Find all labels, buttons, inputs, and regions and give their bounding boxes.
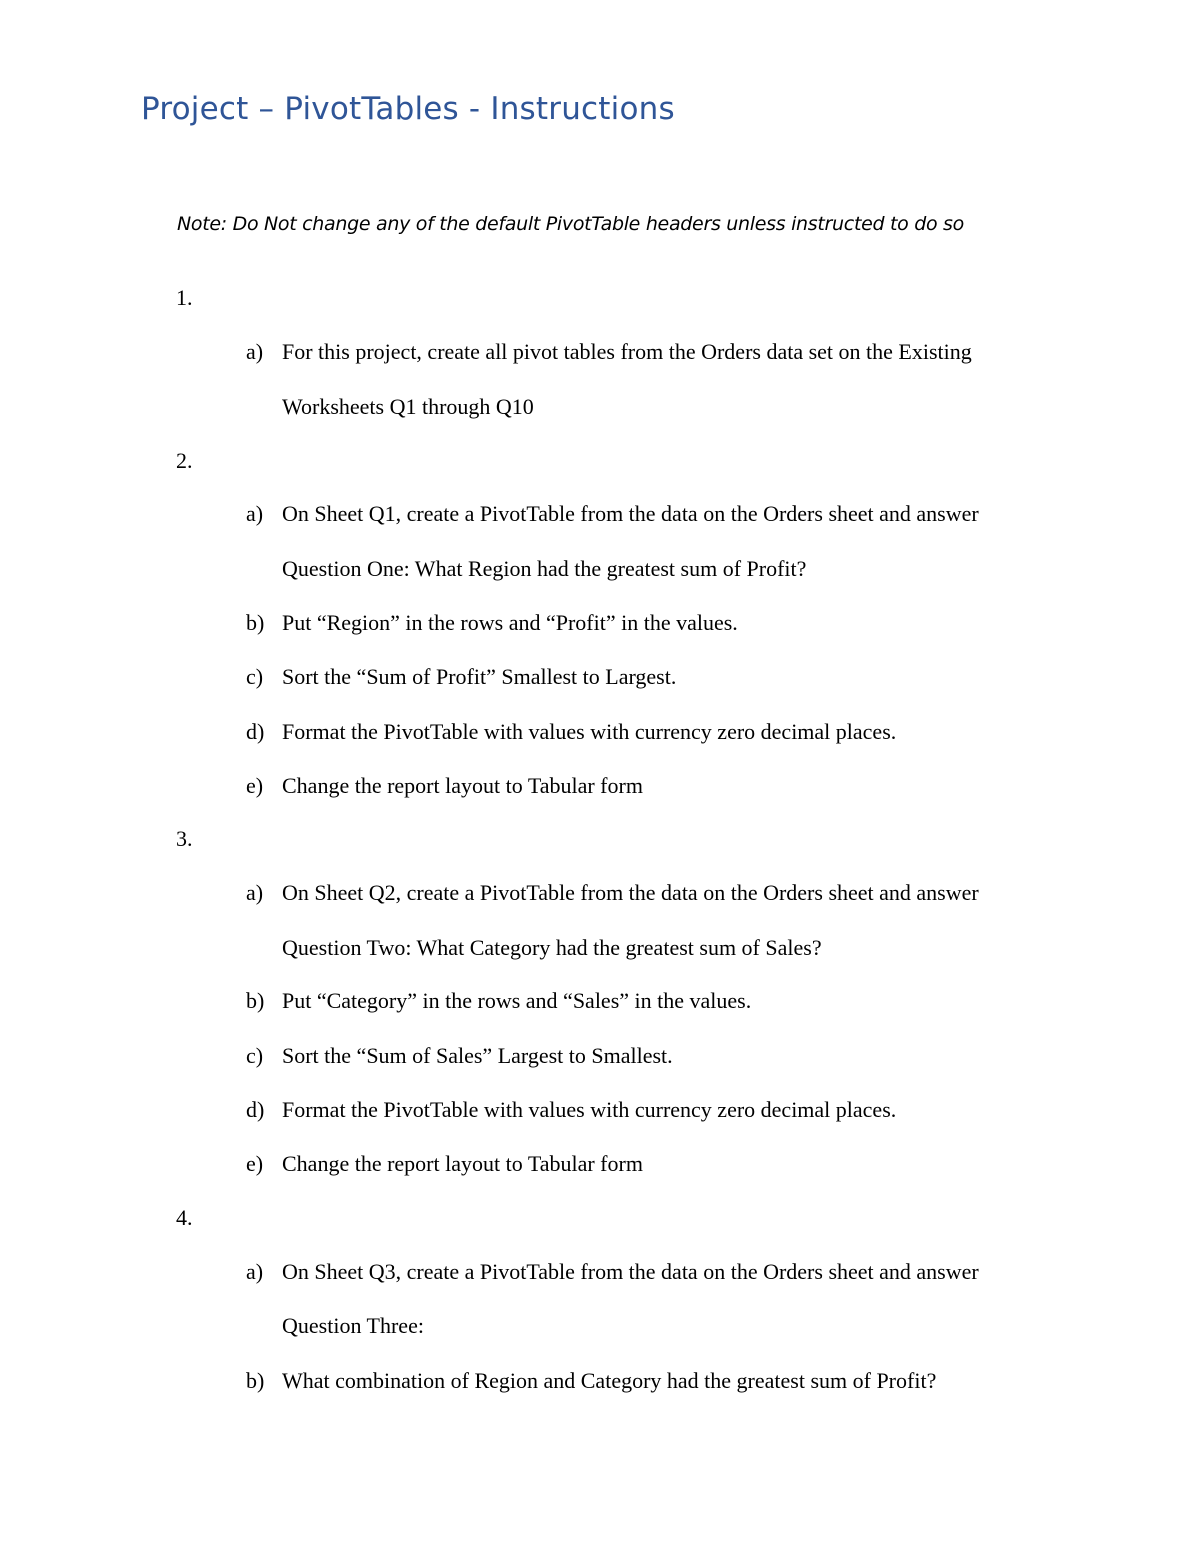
page-title: Project – PivotTables - Instructions (141, 91, 675, 127)
subitem-text: Sort the “Sum of Profit” Smallest to Largest. (282, 664, 677, 689)
subitem-text: Put “Category” in the rows and “Sales” in the values. (282, 988, 752, 1013)
subitem-text: Format the PivotTable with values with currency zero decimal places. (282, 719, 897, 744)
subitem-text: Format the PivotTable with values with currency zero decimal places. (282, 1097, 897, 1122)
subitem-text: Change the report layout to Tabular form (282, 773, 643, 798)
subitem-text-continued: Worksheets Q1 through Q10 (282, 394, 534, 419)
item-number: 4. (176, 1205, 193, 1230)
subitem-text: Change the report layout to Tabular form (282, 1151, 643, 1176)
subitem-text: On Sheet Q1, create a PivotTable from the data on the Orders sheet and answer (282, 501, 979, 526)
subitem-text-continued: Question Three: (282, 1313, 424, 1338)
subitem-text-continued: Question Two: What Category had the greatest sum of Sales? (282, 935, 822, 960)
item-number: 3. (176, 826, 193, 851)
subitem-marker: a) (246, 339, 264, 364)
subitem-marker: c) (246, 1043, 264, 1068)
subitem-text: On Sheet Q3, create a PivotTable from the data on the Orders sheet and answer (282, 1259, 979, 1284)
item-number: 2. (176, 448, 193, 473)
item-number: 1. (176, 285, 193, 310)
subitem-marker: d) (246, 719, 265, 744)
subitem-marker: b) (246, 1368, 265, 1393)
subitem-text-continued: Question One: What Region had the greatest sum of Profit? (282, 556, 807, 581)
subitem-marker: e) (246, 773, 264, 798)
subitem-marker: b) (246, 988, 265, 1013)
subitem-marker: d) (246, 1097, 265, 1122)
subitem-text: On Sheet Q2, create a PivotTable from the data on the Orders sheet and answer (282, 880, 979, 905)
subitem-marker: a) (246, 880, 264, 905)
subitem-marker: a) (246, 1259, 264, 1284)
subitem-marker: c) (246, 664, 264, 689)
subitem-text: Put “Region” in the rows and “Profit” in the values. (282, 610, 738, 635)
note-text: Note: Do Not change any of the default PivotTable headers unless instructed to do so (177, 213, 964, 235)
subitem-marker: e) (246, 1151, 264, 1176)
subitem-marker: a) (246, 501, 264, 526)
subitem-text: Sort the “Sum of Sales” Largest to Smallest. (282, 1043, 673, 1068)
subitem-marker: b) (246, 610, 265, 635)
subitem-text: What combination of Region and Category had the greatest sum of Profit? (282, 1368, 937, 1393)
subitem-text: For this project, create all pivot tables from the Orders data set on the Existing (282, 339, 972, 364)
